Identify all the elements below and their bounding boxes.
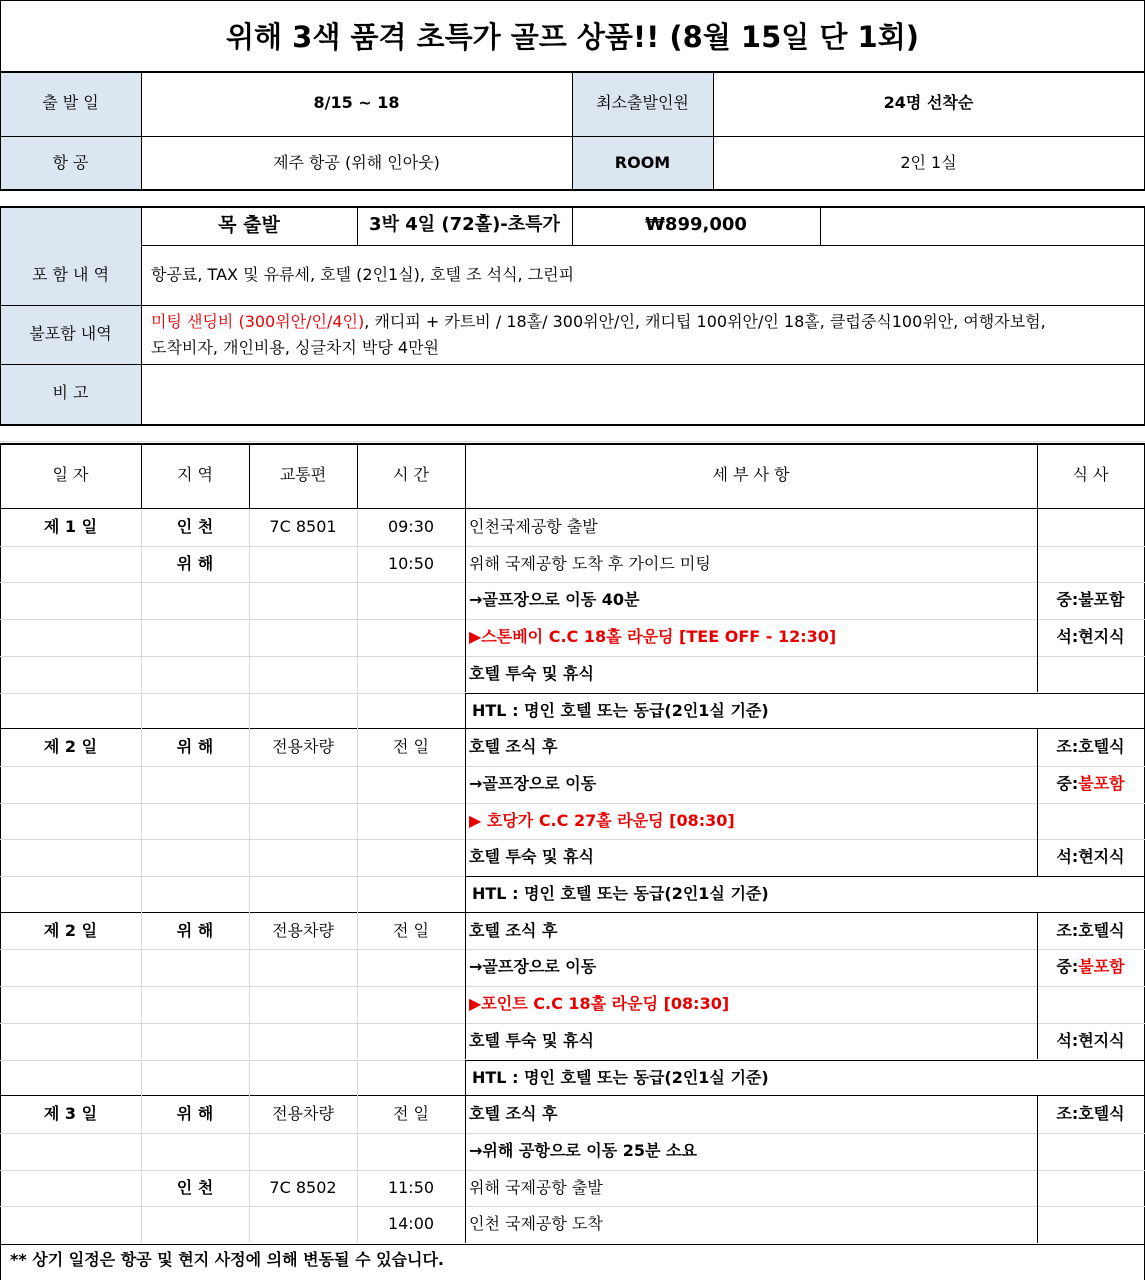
row-transport: 7C 8502: [269, 1177, 337, 1197]
row-detail: 호텔 투숙 및 휴식: [469, 663, 594, 683]
row-region: 인 천: [176, 517, 214, 536]
schedule-header-4: 세 부 사 항: [712, 465, 790, 484]
row-meal: 석:현지식: [1056, 1030, 1125, 1050]
exclude-highlight: 미팅 샌딩비 (300위안/인/4인): [151, 312, 365, 331]
airline-value: 제주 항공 (위해 인아웃): [273, 153, 440, 172]
exclude-line-1: [151, 312, 1046, 332]
schedule-header-2: 교통편: [279, 465, 327, 484]
row-region: 위 해: [176, 920, 214, 940]
depart-value: 8/15 ~ 18: [313, 93, 400, 112]
row-region: 위 해: [176, 1104, 214, 1124]
row-day: 제 2 일: [43, 920, 98, 940]
meal-excluded: 불포함: [1078, 957, 1125, 977]
exclude-label: 불포함 내역: [29, 324, 112, 343]
schedule-header-0: 일 자: [52, 465, 89, 484]
row-detail: ▶스톤베이 C.C 18홀 라운딩 [TEE OFF - 12:30]: [469, 627, 837, 647]
row-detail: 호텔 조식 후: [469, 1104, 558, 1124]
page-title: 위해 3색 품격 초특가 골프 상품!! (8월 15일 단 1회): [226, 20, 919, 54]
row-time: 10:50: [387, 553, 435, 573]
schedule-header-3: 시 간: [393, 465, 429, 484]
row-transport: 전용차량: [272, 920, 334, 940]
row-time: 14:00: [387, 1214, 435, 1234]
row-region: 위 해: [176, 553, 214, 573]
row-detail: ▶ 호당가 C.C 27홀 라운딩 [08:30]: [469, 810, 735, 830]
schedule-header-1: 지 역: [177, 465, 213, 484]
row-region: 위 해: [176, 737, 214, 757]
depart-label: 출 발 일: [42, 93, 99, 112]
row-day: 제 2 일: [43, 737, 98, 757]
row-day: 제 3 일: [43, 1104, 98, 1124]
row-meal: [1037, 957, 1144, 977]
meal-excluded: 불포함: [1078, 773, 1125, 793]
row-detail: 위해 국제공항 도착 후 가이드 미팅: [469, 553, 711, 573]
row-region: 인 천: [176, 1177, 214, 1197]
price: ₩899,000: [645, 214, 747, 235]
row-detail: 호텔 투숙 및 휴식: [469, 847, 594, 867]
min-people-label: 최소출발인원: [596, 93, 689, 112]
row-detail: 호텔 조식 후: [469, 920, 558, 940]
row-meal: 조:호텔식: [1056, 1104, 1125, 1124]
schedule-header-5: 식 사: [1072, 465, 1109, 484]
row-detail: →골프장으로 이동: [469, 773, 597, 793]
row-meal: [1037, 774, 1144, 794]
row-detail: 위해 국제공항 출발: [469, 1177, 603, 1197]
row-detail: HTL : 명인 호텔 또는 동급(2인1실 기준): [472, 1067, 769, 1087]
row-detail: 호텔 조식 후: [469, 737, 558, 757]
include-value: 항공료, TAX 및 유류세, 호텔 (2인1실), 호텔 조 석식, 그린피: [151, 265, 575, 284]
row-meal: 석:현지식: [1056, 627, 1125, 647]
row-detail: →위해 공항으로 이동 25분 소요: [469, 1140, 697, 1160]
row-detail: 호텔 투숙 및 휴식: [469, 1030, 594, 1050]
plan-name: 3박 4일 (72홀)-초특가: [369, 214, 560, 235]
row-transport: 전용차량: [272, 737, 334, 757]
meal-prefix: 중:: [1056, 957, 1079, 977]
room-value: 2인 1실: [900, 153, 957, 172]
row-transport: 7C 8501: [269, 517, 337, 536]
footer-note: ** 상기 일정은 항공 및 현지 사정에 의해 변동될 수 있습니다.: [10, 1250, 445, 1269]
row-time: 전 일: [393, 737, 429, 757]
airline-label: 항 공: [52, 153, 89, 172]
row-meal: 석:현지식: [1056, 847, 1125, 867]
row-detail: HTL : 명인 호텔 또는 동급(2인1실 기준): [472, 884, 769, 903]
row-detail: ▶포인트 C.C 18홀 라운딩 [08:30]: [469, 994, 730, 1014]
row-meal: 조:호텔식: [1056, 737, 1125, 757]
row-meal: 중:불포함: [1056, 590, 1125, 610]
row-time: 11:50: [387, 1177, 435, 1197]
include-label: 포 함 내 역: [31, 265, 110, 284]
row-transport: 전용차량: [272, 1104, 334, 1124]
row-detail: →골프장으로 이동 40분: [469, 590, 640, 610]
row-day: 제 1 일: [43, 517, 98, 536]
row-time: 전 일: [393, 1104, 429, 1124]
meal-prefix: 중:: [1056, 773, 1079, 793]
row-detail: 인천국제공항 출발: [469, 517, 598, 536]
exclude-line-2: 도착비자, 개인비용, 싱글차지 박당 4만원: [151, 338, 439, 357]
row-meal: 조:호텔식: [1056, 920, 1125, 940]
row-detail: 인천 국제공항 도착: [469, 1214, 603, 1234]
room-label: ROOM: [614, 153, 671, 172]
row-detail: HTL : 명인 호텔 또는 동급(2인1실 기준): [472, 700, 769, 720]
exclude-rest: , 캐디피 + 카트비 / 18홀/ 300위안/인, 캐디팁 100위안/인 18홀, 클럽중식100위안, 여행자보험,: [364, 312, 1046, 331]
min-people-value: 24명 선착순: [883, 93, 974, 112]
row-detail: →골프장으로 이동: [469, 957, 597, 977]
row-time: 09:30: [387, 517, 435, 536]
note-label: 비 고: [52, 383, 89, 402]
depart-day: 목 출발: [218, 214, 280, 236]
row-time: 전 일: [393, 920, 429, 940]
